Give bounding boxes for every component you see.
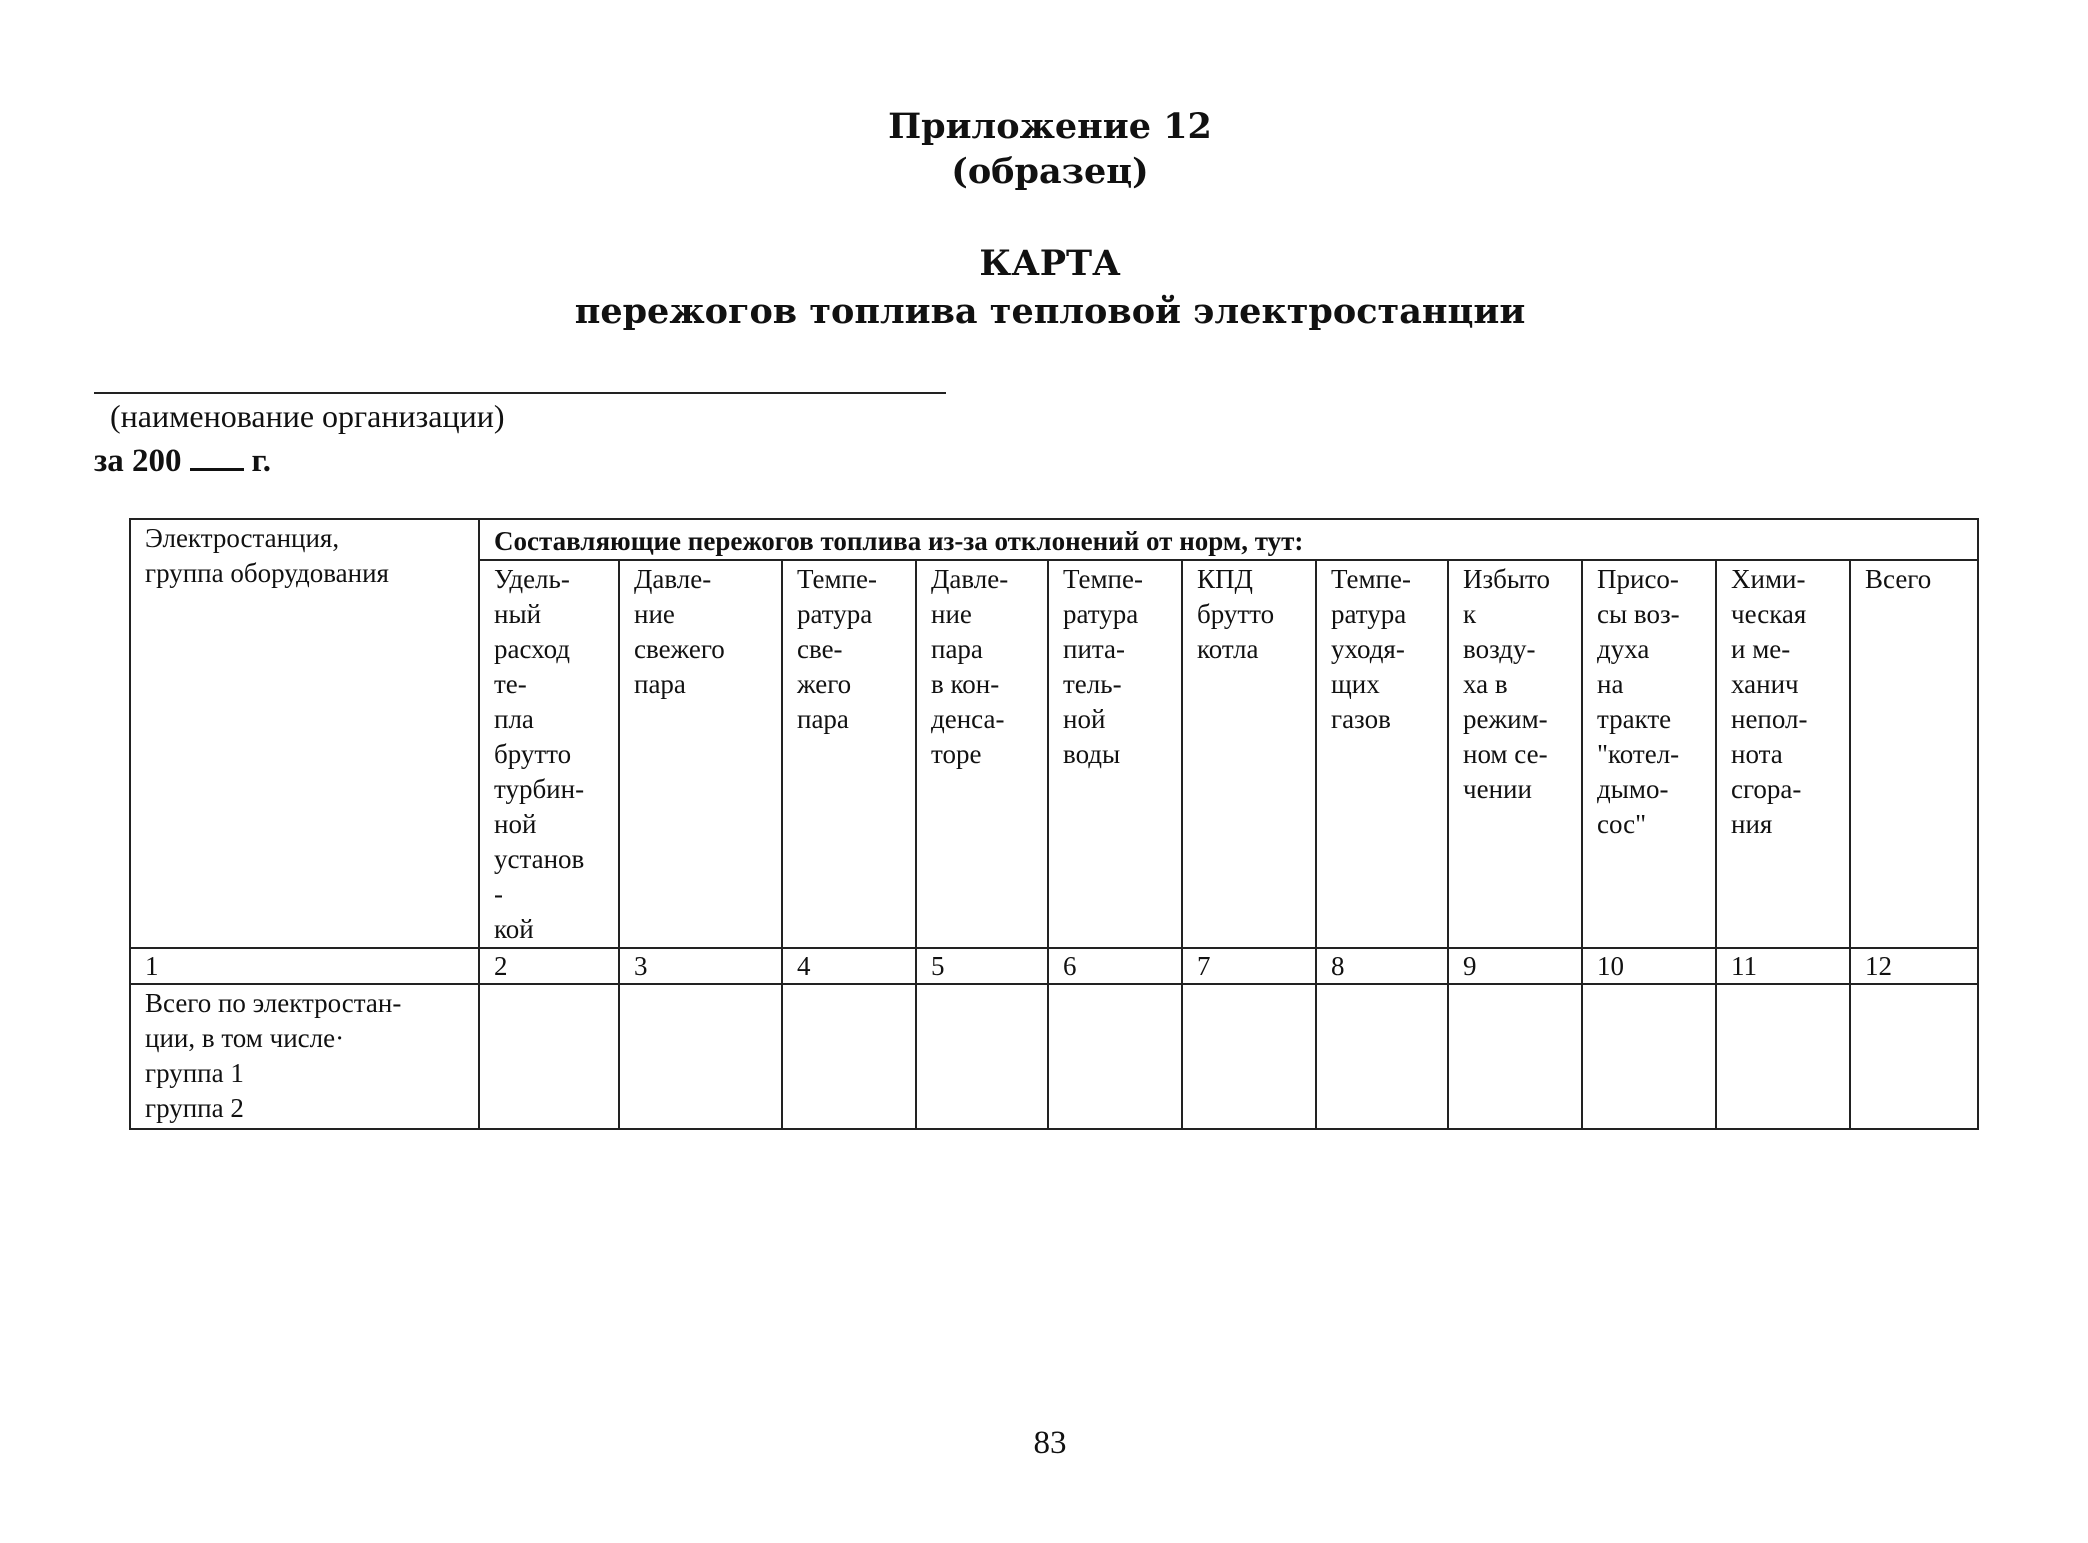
column-number: 9 xyxy=(1448,948,1582,984)
row-label-station-total: Всего по электростан- ции, в том числе· группа 1 группа 2 xyxy=(130,984,479,1129)
table-row xyxy=(130,984,1978,1129)
column-number: 2 xyxy=(479,948,619,984)
page-number: 83 xyxy=(1033,1425,1067,1461)
empty-cell xyxy=(619,984,782,1129)
appendix-title: Приложение 12 xyxy=(888,106,1212,147)
column-header-excess-air: Избыто к возду- ха в режим- ном се- чении xyxy=(1448,560,1582,948)
column-header-fresh-steam-temperature: Темпе- ратура све- жего пара xyxy=(782,560,916,948)
column-header-boiler-efficiency: КПД брутто котла xyxy=(1182,560,1316,948)
empty-cell xyxy=(1448,984,1582,1129)
empty-cell xyxy=(782,984,916,1129)
organization-name-line xyxy=(94,392,946,394)
document-subtitle: пережогов топлива тепловой электростанции xyxy=(574,291,1526,332)
column-header-flue-gas-temperature: Темпе- ратура уходя- щих газов xyxy=(1316,560,1448,948)
column-header-fresh-steam-pressure: Давле- ние свежего пара xyxy=(619,560,782,948)
document-title: КАРТА xyxy=(979,243,1121,284)
station-column-header: Электростанция, группа оборудования xyxy=(130,519,479,948)
period-prefix: за 200 xyxy=(94,443,182,479)
year-blank xyxy=(190,444,244,471)
components-group-header: Составляющие пережогов топлива из-за отклонений от норм, тут: xyxy=(479,519,1978,560)
column-number: 10 xyxy=(1582,948,1716,984)
column-number: 6 xyxy=(1048,948,1182,984)
sample-label: (образец) xyxy=(951,151,1149,192)
empty-cell xyxy=(1850,984,1978,1129)
empty-cell xyxy=(479,984,619,1129)
column-number-row xyxy=(130,948,1978,984)
column-number: 7 xyxy=(1182,948,1316,984)
fuel-burnout-table xyxy=(129,518,1979,1130)
column-header-condenser-pressure: Давле- ние пара в кон- денса- торе xyxy=(916,560,1048,948)
column-number: 1 xyxy=(130,948,479,984)
empty-cell xyxy=(1316,984,1448,1129)
column-number: 4 xyxy=(782,948,916,984)
empty-cell xyxy=(1048,984,1182,1129)
column-header-total: Всего xyxy=(1850,560,1978,948)
empty-cell xyxy=(1582,984,1716,1129)
column-header-specific-heat-rate: Удель- ный расход те- пла брутто турбин- ной установ - кой xyxy=(479,560,619,948)
column-header-feedwater-temperature: Темпе- ратура пита- тель- ной воды xyxy=(1048,560,1182,948)
column-number: 3 xyxy=(619,948,782,984)
empty-cell xyxy=(1182,984,1316,1129)
period-suffix: г. xyxy=(251,443,272,479)
empty-cell xyxy=(1716,984,1850,1129)
empty-cell xyxy=(916,984,1048,1129)
organization-caption: (наименование организации) xyxy=(110,398,505,434)
column-header-incomplete-combustion: Хими- ческая и ме- ханич непол- нота сгора- ния xyxy=(1716,560,1850,948)
column-number: 5 xyxy=(916,948,1048,984)
column-number: 11 xyxy=(1716,948,1850,984)
table-header-row xyxy=(130,519,1978,560)
column-header-air-inleakage: Присо- сы воз- духа на тракте "котел- дымо- сос" xyxy=(1582,560,1716,948)
reporting-period xyxy=(94,440,271,482)
column-number: 12 xyxy=(1850,948,1978,984)
column-number: 8 xyxy=(1316,948,1448,984)
